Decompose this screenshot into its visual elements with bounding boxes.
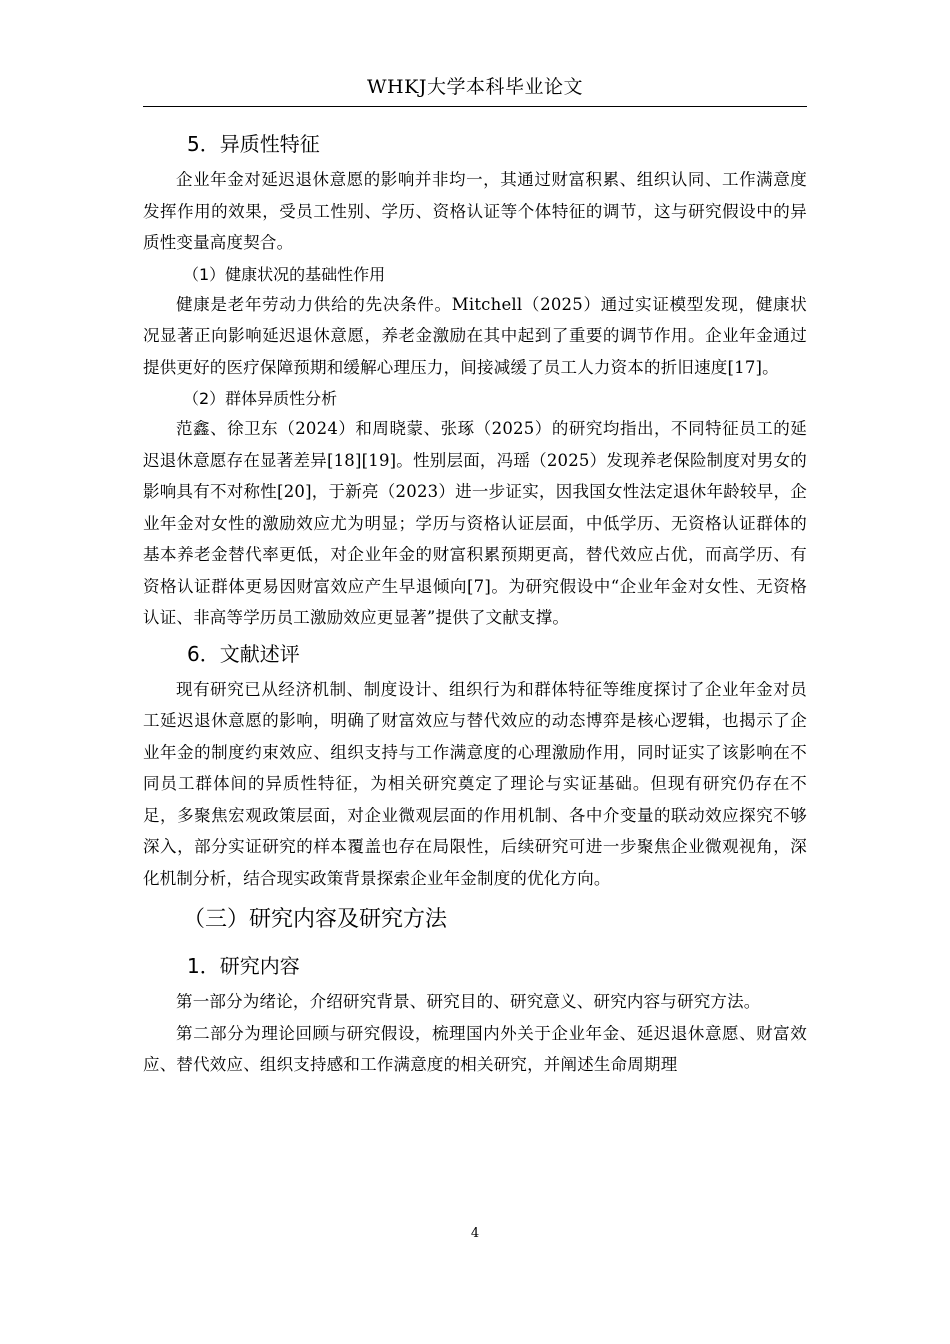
subheading-group-heterogeneity: （2）群体异质性分析: [183, 389, 338, 408]
paragraph-part-one: 第一部分为绪论，介绍研究背景、研究目的、研究意义、研究内容与研究方法。: [176, 992, 761, 1011]
section-heading-research-content-methods: （三）研究内容及研究方法: [183, 907, 448, 932]
paragraph-group-heterogeneity: 范鑫、徐卫东（2024）和周晓蒙、张琢（2025）的研究均指出，不同特征员工的延迟退休意愿存在显著差异[18][19]。性别层面，冯瑶（2025）发现养老保险制度对男女的影响具有不对称性[20]，于新亮（2023）进一步证实，因我国女性法定退休年龄较早，企业年金对女性的激励效应尤为明显；学历与资格认证层面，中低学历、无资格认证群体的基本养老金替代率更低，对企业年金的财富积累预期更高，替代效应占优，而高学历、有资格认证群体更易因财富效应产生早退倾向[7]。为研究假设中“企业年金对女性、无资格认证、非高等学历员工激励效应更显著”提供了文献支撑。: [143, 419, 807, 627]
section-heading-heterogeneity: 5．异质性特征: [187, 132, 320, 156]
header-divider: [143, 106, 807, 107]
paragraph-heterogeneity-intro: 企业年金对延迟退休意愿的影响并非均一，其通过财富积累、组织认同、工作满意度发挥作用的效果，受员工性别、学历、资格认证等个体特征的调节，这与研究假设中的异质性变量高度契合。: [143, 170, 807, 252]
document-body: [143, 124, 807, 1081]
paragraph-health: 健康是老年劳动力供给的先决条件。Mitchell（2025）通过实证模型发现，健康状况显著正向影响延迟退休意愿，养老金激励在其中起到了重要的调节作用。企业年金通过提供更好的医疗保障预期和缓解心理压力，间接减缓了员工人力资本的折旧速度[17]。: [143, 294, 807, 377]
paragraph-part-two: 第二部分为理论回顾与研究假设，梳理国内外关于企业年金、延迟退休意愿、财富效应、替代效应、组织支持感和工作满意度的相关研究，并阐述生命周期理: [143, 1023, 807, 1074]
page-header-title: WHKJ大学本科毕业论文: [367, 76, 583, 98]
paragraph-literature-review: 现有研究已从经济机制、制度设计、组织行为和群体特征等维度探讨了企业年金对员工延迟退休意愿的影响，明确了财富效应与替代效应的动态博弈是核心逻辑，也揭示了企业年金的制度约束效应、组织支持与工作满意度的心理激励作用，同时证实了该影响在不同员工群体间的异质性特征，为相关研究奠定了理论与实证基础。但现有研究仍存在不足，多聚焦宏观政策层面，对企业微观层面的作用机制、各中介变量的联动效应探究不够深入，部分实证研究的样本覆盖也存在局限性，后续研究可进一步聚焦企业微观视角，深化机制分析，结合现实政策背景探索企业年金制度的优化方向。: [143, 679, 807, 888]
page-number: 4: [470, 1226, 480, 1241]
section-heading-research-content: 1．研究内容: [187, 954, 300, 978]
section-heading-literature-review: 6．文献述评: [187, 641, 300, 666]
subheading-health: （1）健康状况的基础性作用: [183, 264, 386, 284]
